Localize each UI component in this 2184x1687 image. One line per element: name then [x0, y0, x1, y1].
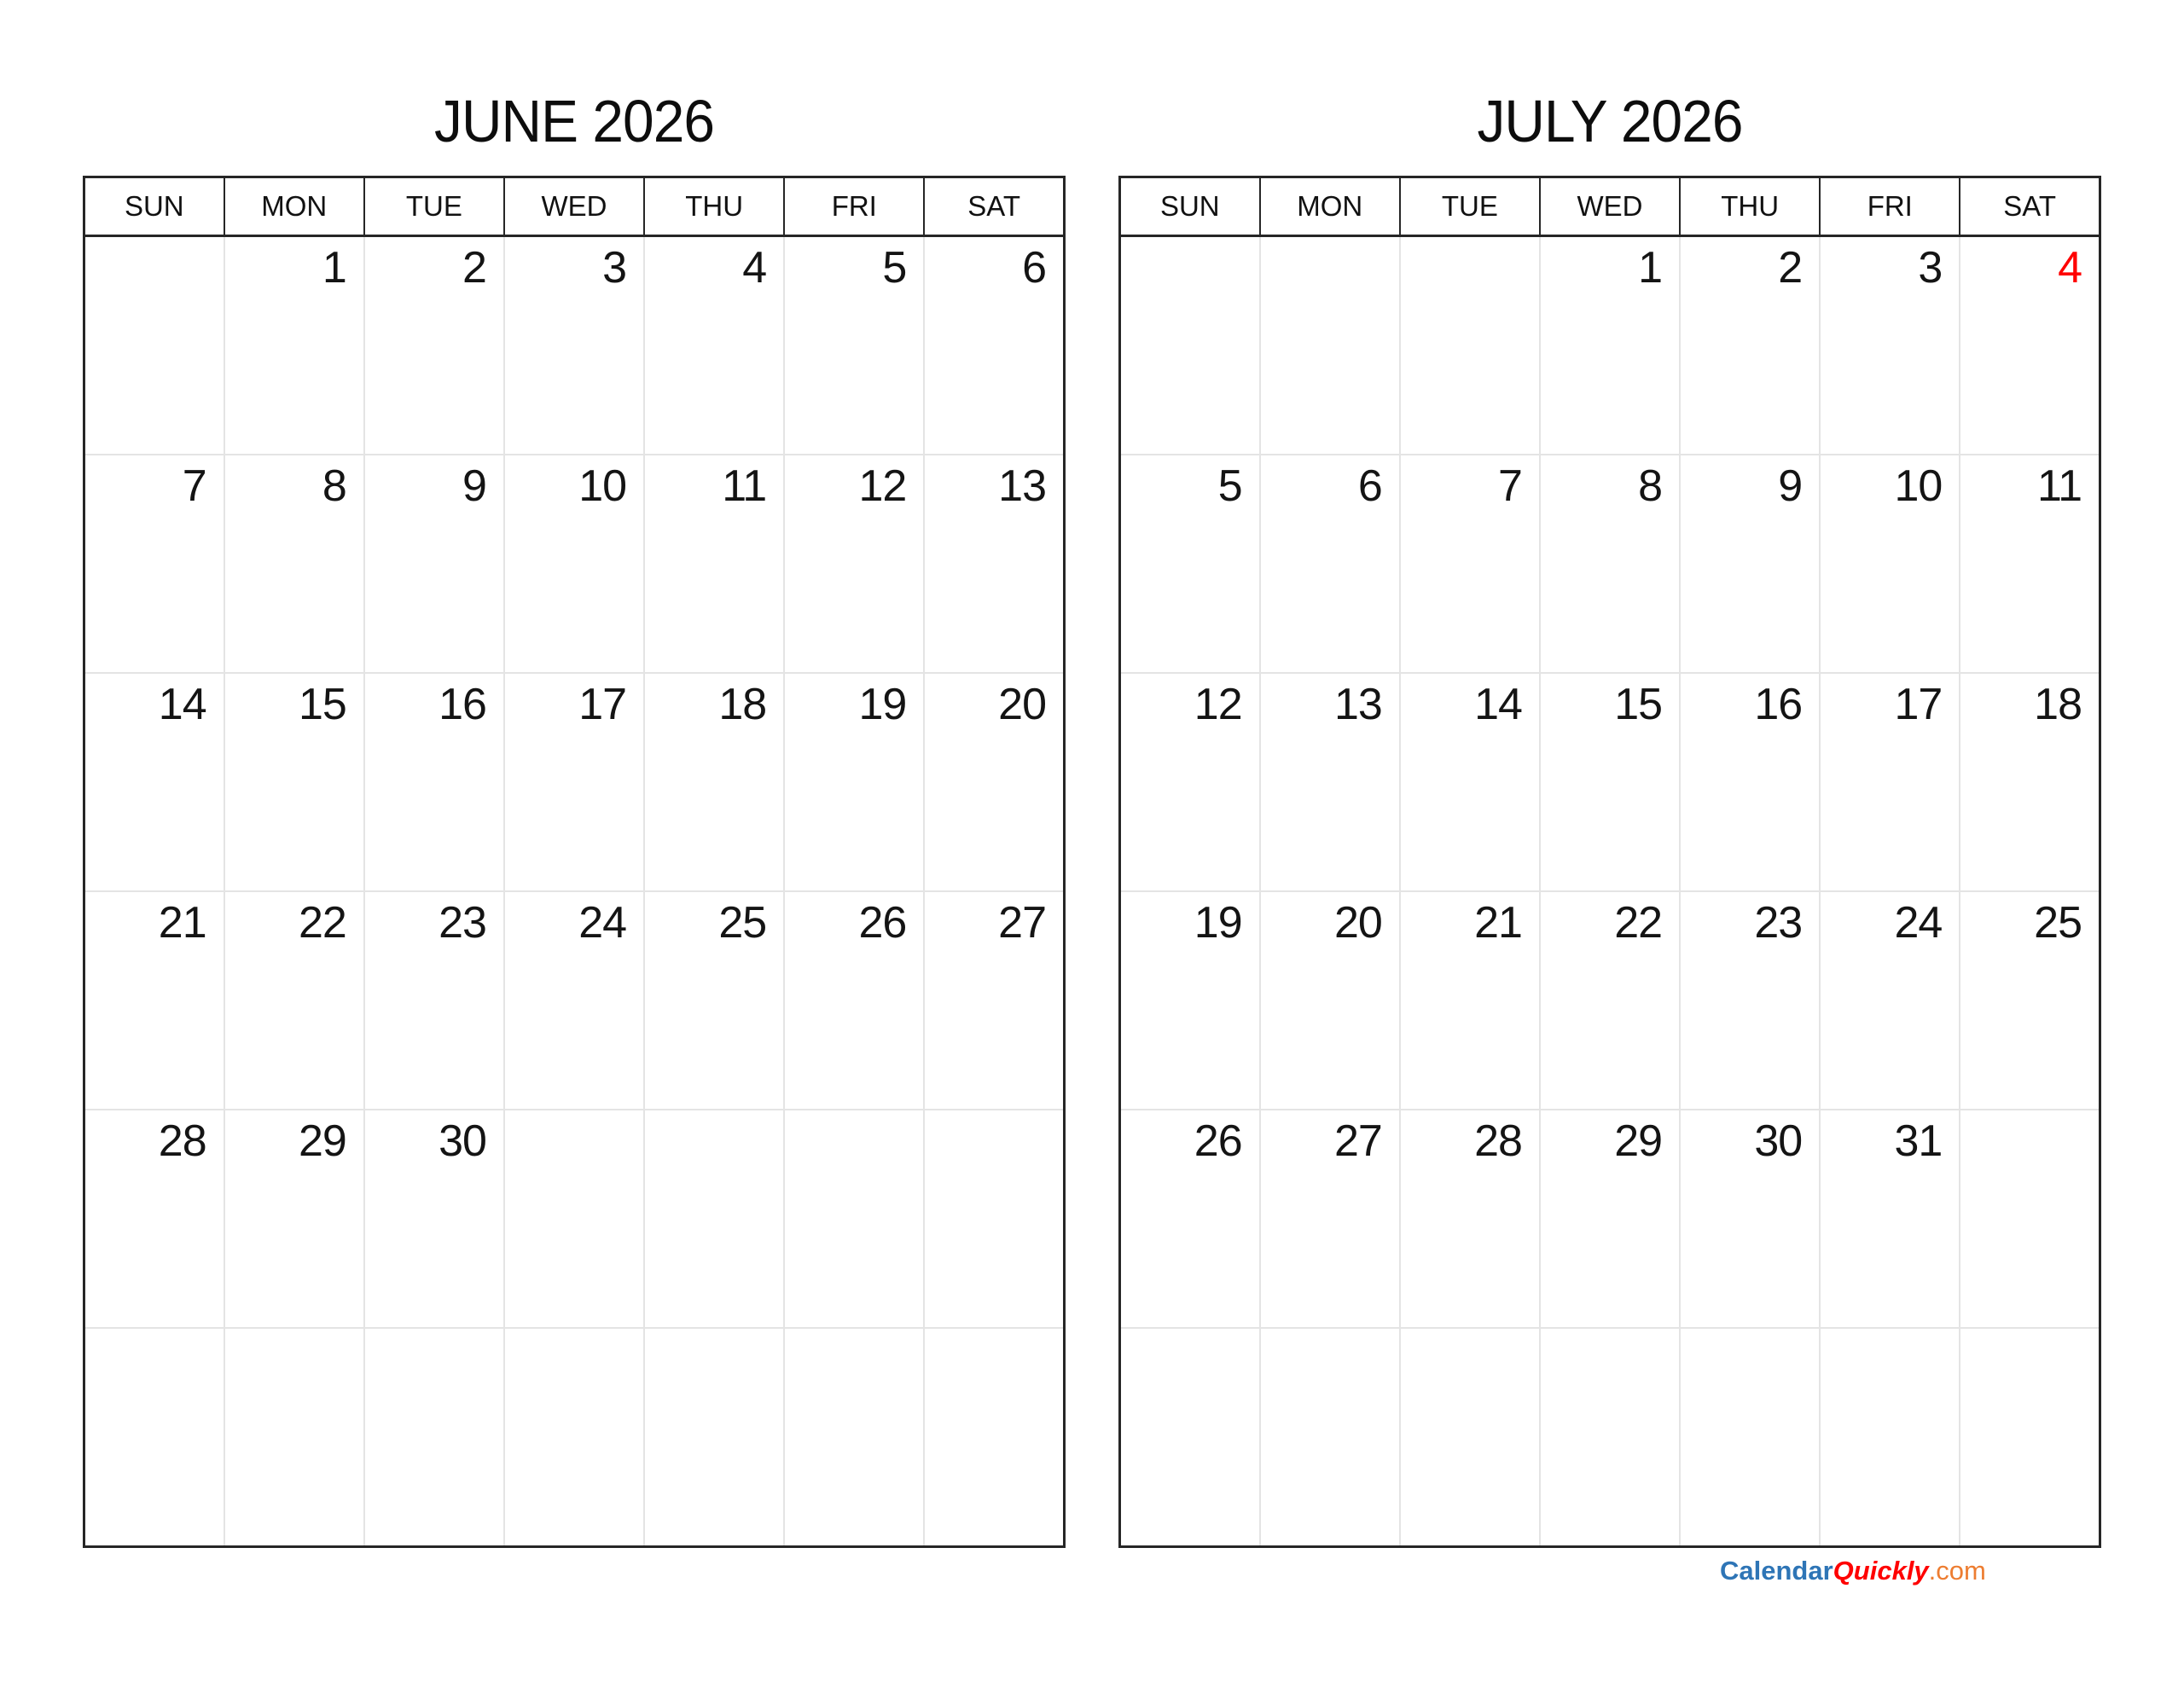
date-cell: 8 — [224, 455, 364, 673]
date-cell: 7 — [84, 455, 224, 673]
date-cell: 21 — [84, 891, 224, 1110]
month-title: JULY 2026 — [1477, 88, 1743, 154]
empty-cell — [1820, 1328, 1960, 1547]
date-cell: 30 — [1680, 1110, 1820, 1328]
weekday-header-row — [84, 177, 1065, 236]
brand-com-text[interactable]: .com — [1928, 1556, 1986, 1586]
date-cell: 28 — [84, 1110, 224, 1328]
date-cell: 16 — [364, 673, 504, 891]
empty-cell — [924, 1110, 1064, 1328]
date-cell: 1 — [1540, 236, 1680, 455]
week-row — [84, 1110, 1065, 1328]
date-cell: 17 — [1820, 673, 1960, 891]
date-cell: 18 — [644, 673, 784, 891]
weekday-header: TUE — [364, 177, 504, 236]
empty-cell — [1400, 1328, 1540, 1547]
date-cell: 30 — [364, 1110, 504, 1328]
date-cell: 28 — [1400, 1110, 1540, 1328]
weekday-header: SAT — [924, 177, 1064, 236]
date-cell: 27 — [924, 891, 1064, 1110]
date-cell: 7 — [1400, 455, 1540, 673]
week-row — [84, 236, 1065, 455]
week-row — [1120, 1328, 2100, 1547]
date-cell-highlighted: 4 — [1960, 236, 2100, 455]
date-cell: 6 — [924, 236, 1064, 455]
date-cell: 23 — [364, 891, 504, 1110]
date-cell: 25 — [644, 891, 784, 1110]
month-calendar-june-2026 — [83, 90, 1066, 1548]
week-row — [1120, 673, 2100, 891]
date-cell: 25 — [1960, 891, 2100, 1110]
date-cell: 1 — [224, 236, 364, 455]
weekday-header: WED — [504, 177, 644, 236]
date-cell: 29 — [1540, 1110, 1680, 1328]
empty-cell — [1680, 1328, 1820, 1547]
brand-logo[interactable] — [1720, 1556, 1986, 1586]
date-cell: 5 — [1120, 455, 1260, 673]
date-cell: 23 — [1680, 891, 1820, 1110]
calendars-row — [0, 90, 2184, 1540]
date-cell: 9 — [364, 455, 504, 673]
week-row — [84, 1328, 1065, 1547]
empty-cell — [784, 1110, 924, 1328]
empty-cell — [504, 1328, 644, 1547]
brand-calendar-text[interactable]: Calendar — [1720, 1556, 1833, 1586]
weekday-header-row — [1120, 177, 2100, 236]
date-cell: 29 — [224, 1110, 364, 1328]
date-cell: 12 — [1120, 673, 1260, 891]
weekday-header: SUN — [84, 177, 224, 236]
week-row — [84, 673, 1065, 891]
date-cell: 5 — [784, 236, 924, 455]
month-title: JUNE 2026 — [433, 88, 715, 154]
date-cell: 8 — [1540, 455, 1680, 673]
month-grid — [1118, 176, 2101, 1548]
weekday-header: MON — [1260, 177, 1400, 236]
empty-cell — [1120, 236, 1260, 455]
date-cell: 12 — [784, 455, 924, 673]
date-cell: 11 — [1960, 455, 2100, 673]
empty-cell — [1260, 236, 1400, 455]
date-cell: 31 — [1820, 1110, 1960, 1328]
weekday-header: MON — [224, 177, 364, 236]
empty-cell — [1400, 236, 1540, 455]
week-row — [1120, 1110, 2100, 1328]
empty-cell — [784, 1328, 924, 1547]
empty-cell — [364, 1328, 504, 1547]
weekday-header: SAT — [1960, 177, 2100, 236]
week-row — [84, 891, 1065, 1110]
weekday-header: THU — [1680, 177, 1820, 236]
date-cell: 22 — [1540, 891, 1680, 1110]
empty-cell — [84, 1328, 224, 1547]
date-cell: 14 — [1400, 673, 1540, 891]
empty-cell — [504, 1110, 644, 1328]
weekday-header: FRI — [1820, 177, 1960, 236]
empty-cell — [644, 1110, 784, 1328]
weekday-header: TUE — [1400, 177, 1540, 236]
date-cell: 4 — [644, 236, 784, 455]
date-cell: 21 — [1400, 891, 1540, 1110]
weekday-header: FRI — [784, 177, 924, 236]
date-cell: 13 — [1260, 673, 1400, 891]
date-cell: 6 — [1260, 455, 1400, 673]
date-cell: 3 — [1820, 236, 1960, 455]
date-cell: 20 — [1260, 891, 1400, 1110]
week-row — [1120, 455, 2100, 673]
empty-cell — [1960, 1328, 2100, 1547]
weekday-header: SUN — [1120, 177, 1260, 236]
date-cell: 24 — [1820, 891, 1960, 1110]
date-cell: 22 — [224, 891, 364, 1110]
date-cell: 10 — [1820, 455, 1960, 673]
brand-quickly-text[interactable]: Quickly — [1833, 1556, 1929, 1586]
date-cell: 15 — [224, 673, 364, 891]
date-cell: 15 — [1540, 673, 1680, 891]
weekday-header: THU — [644, 177, 784, 236]
date-cell: 2 — [364, 236, 504, 455]
month-grid — [83, 176, 1066, 1548]
date-cell: 10 — [504, 455, 644, 673]
empty-cell — [1260, 1328, 1400, 1547]
date-cell: 16 — [1680, 673, 1820, 891]
weekday-header: WED — [1540, 177, 1680, 236]
date-cell: 27 — [1260, 1110, 1400, 1328]
empty-cell — [1540, 1328, 1680, 1547]
empty-cell — [924, 1328, 1064, 1547]
week-row — [1120, 236, 2100, 455]
date-cell: 14 — [84, 673, 224, 891]
date-cell: 26 — [784, 891, 924, 1110]
date-cell: 24 — [504, 891, 644, 1110]
date-cell: 19 — [784, 673, 924, 891]
empty-cell — [84, 236, 224, 455]
date-cell: 3 — [504, 236, 644, 455]
week-row — [1120, 891, 2100, 1110]
empty-cell — [1120, 1328, 1260, 1547]
date-cell: 26 — [1120, 1110, 1260, 1328]
week-row — [84, 455, 1065, 673]
date-cell: 2 — [1680, 236, 1820, 455]
date-cell: 19 — [1120, 891, 1260, 1110]
date-cell: 13 — [924, 455, 1064, 673]
date-cell: 20 — [924, 673, 1064, 891]
date-cell: 18 — [1960, 673, 2100, 891]
date-cell: 17 — [504, 673, 644, 891]
date-cell: 11 — [644, 455, 784, 673]
date-cell: 9 — [1680, 455, 1820, 673]
empty-cell — [1960, 1110, 2100, 1328]
empty-cell — [644, 1328, 784, 1547]
month-calendar-july-2026 — [1118, 90, 2101, 1548]
empty-cell — [224, 1328, 364, 1547]
